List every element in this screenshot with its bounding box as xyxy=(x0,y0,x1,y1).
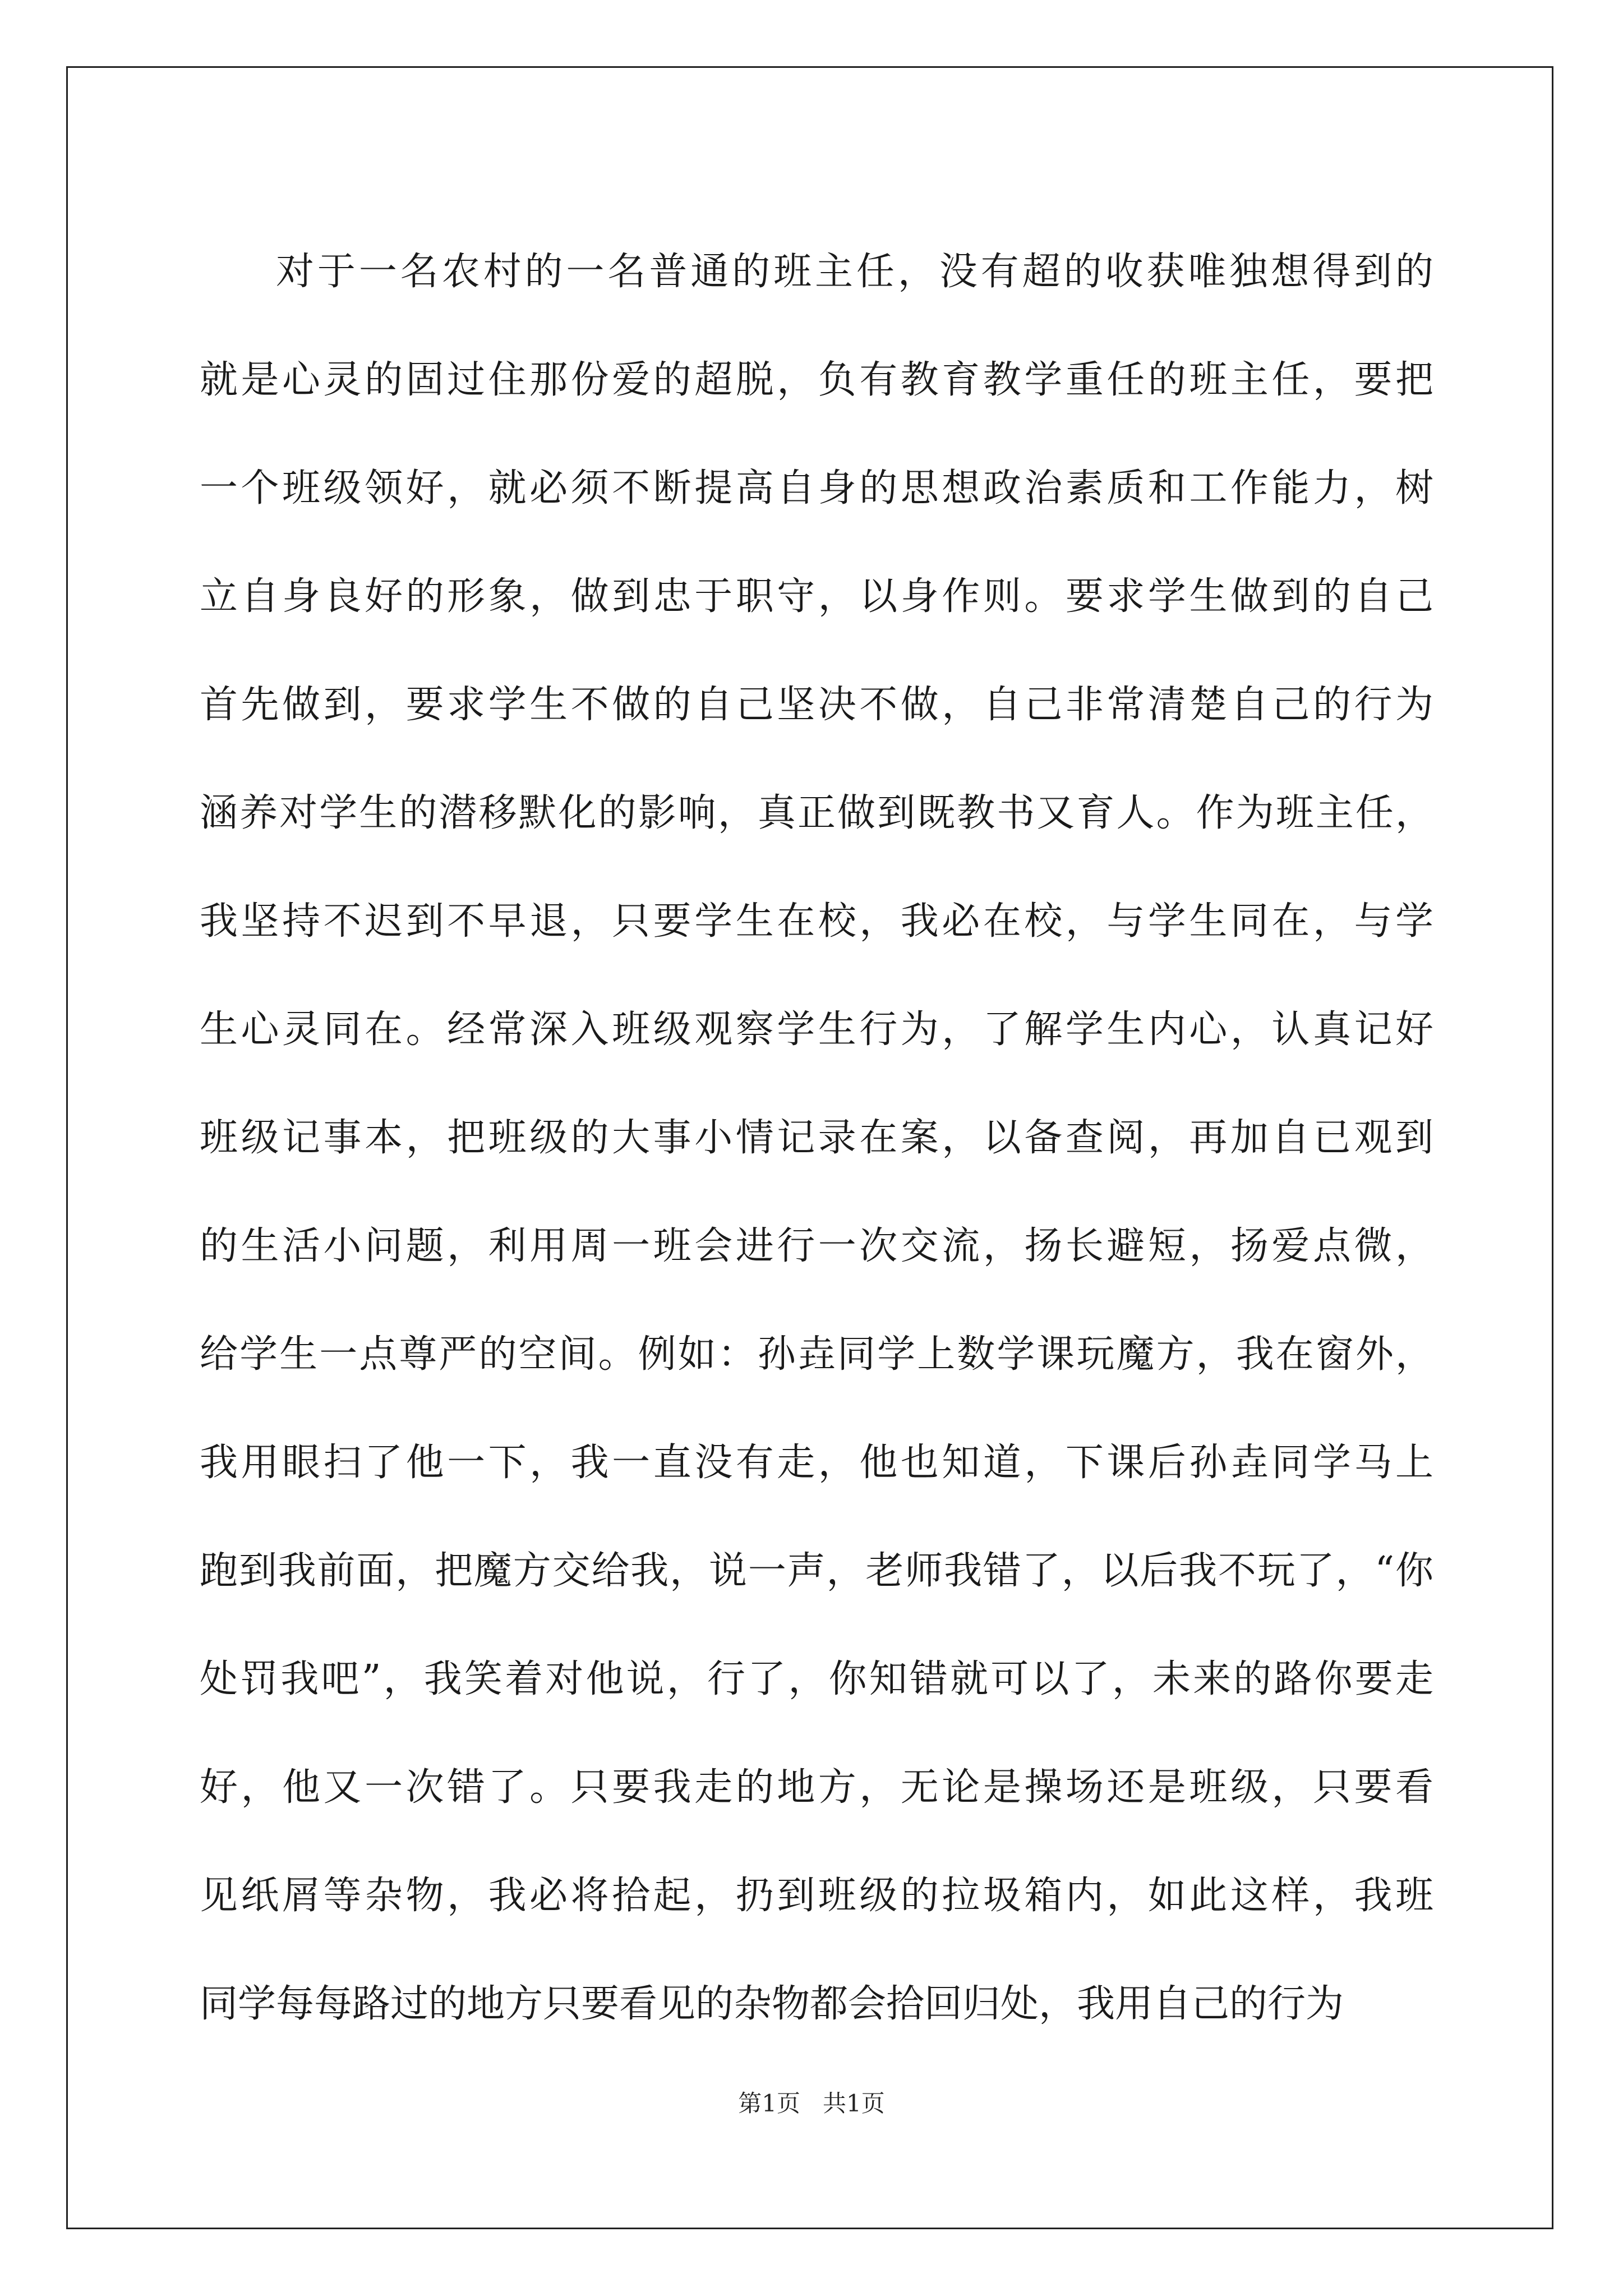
text-line: 生心灵同在。经常深入班级观察学生行为，了解学生内心，认真记好 xyxy=(200,1007,1433,1052)
text-line: 见纸屑等杂物，我必将拾起，扔到班级的拉圾箱内，如此这样，我班 xyxy=(200,1874,1433,1918)
page-number-footer: 第1页 共1页 xyxy=(738,2090,885,2117)
document-body xyxy=(200,218,1433,2058)
text-line: 同学每每路过的地方只要看见的杂物都会拾回归处，我用自己的行为 xyxy=(200,1982,1344,2026)
text-line: 首先做到，要求学生不做的自己坚决不做，自己非常清楚自己的行为 xyxy=(200,683,1433,727)
text-line: 处罚我吧”，我笑着对他说，行了，你知错就可以了，未来的路你要走 xyxy=(200,1657,1433,1701)
text-line: 一个班级领好，就必须不断提高自身的思想政治素质和工作能力，树 xyxy=(200,466,1433,510)
text-line: 班级记事本，把班级的大事小情记录在案，以备查阅，再加自已观到 xyxy=(200,1116,1433,1160)
text-line: 给学生一点尊严的空间。例如：孙垚同学上数学课玩魔方，我在窗外， xyxy=(200,1332,1433,1377)
text-line: 我用眼扫了他一下，我一直没有走，他也知道，下课后孙垚同学马上 xyxy=(200,1441,1433,1485)
text-line: 跑到我前面，把魔方交给我，说一声，老师我错了，以后我不玩了，“你 xyxy=(200,1549,1433,1593)
text-line: 我坚持不迟到不早退，只要学生在校，我必在校，与学生同在，与学 xyxy=(200,899,1433,944)
text-line: 就是心灵的固过住那份爱的超脱，负有教育教学重任的班主任，要把 xyxy=(200,358,1433,402)
text-line: 对于一名农村的一名普通的班主任，没有超的收获唯独想得到的 xyxy=(276,250,1433,294)
text-line: 涵养对学生的潜移默化的影响，真正做到既教书又育人。作为班主任， xyxy=(200,791,1433,835)
text-line: 的生活小问题，利用周一班会进行一次交流，扬长避短，扬爱点微， xyxy=(200,1224,1433,1268)
text-line: 立自身良好的形象，做到忠于职守，以身作则。要求学生做到的自己 xyxy=(200,574,1433,619)
text-line: 好，他又一次错了。只要我走的地方，无论是操场还是班级，只要看 xyxy=(200,1765,1433,1810)
